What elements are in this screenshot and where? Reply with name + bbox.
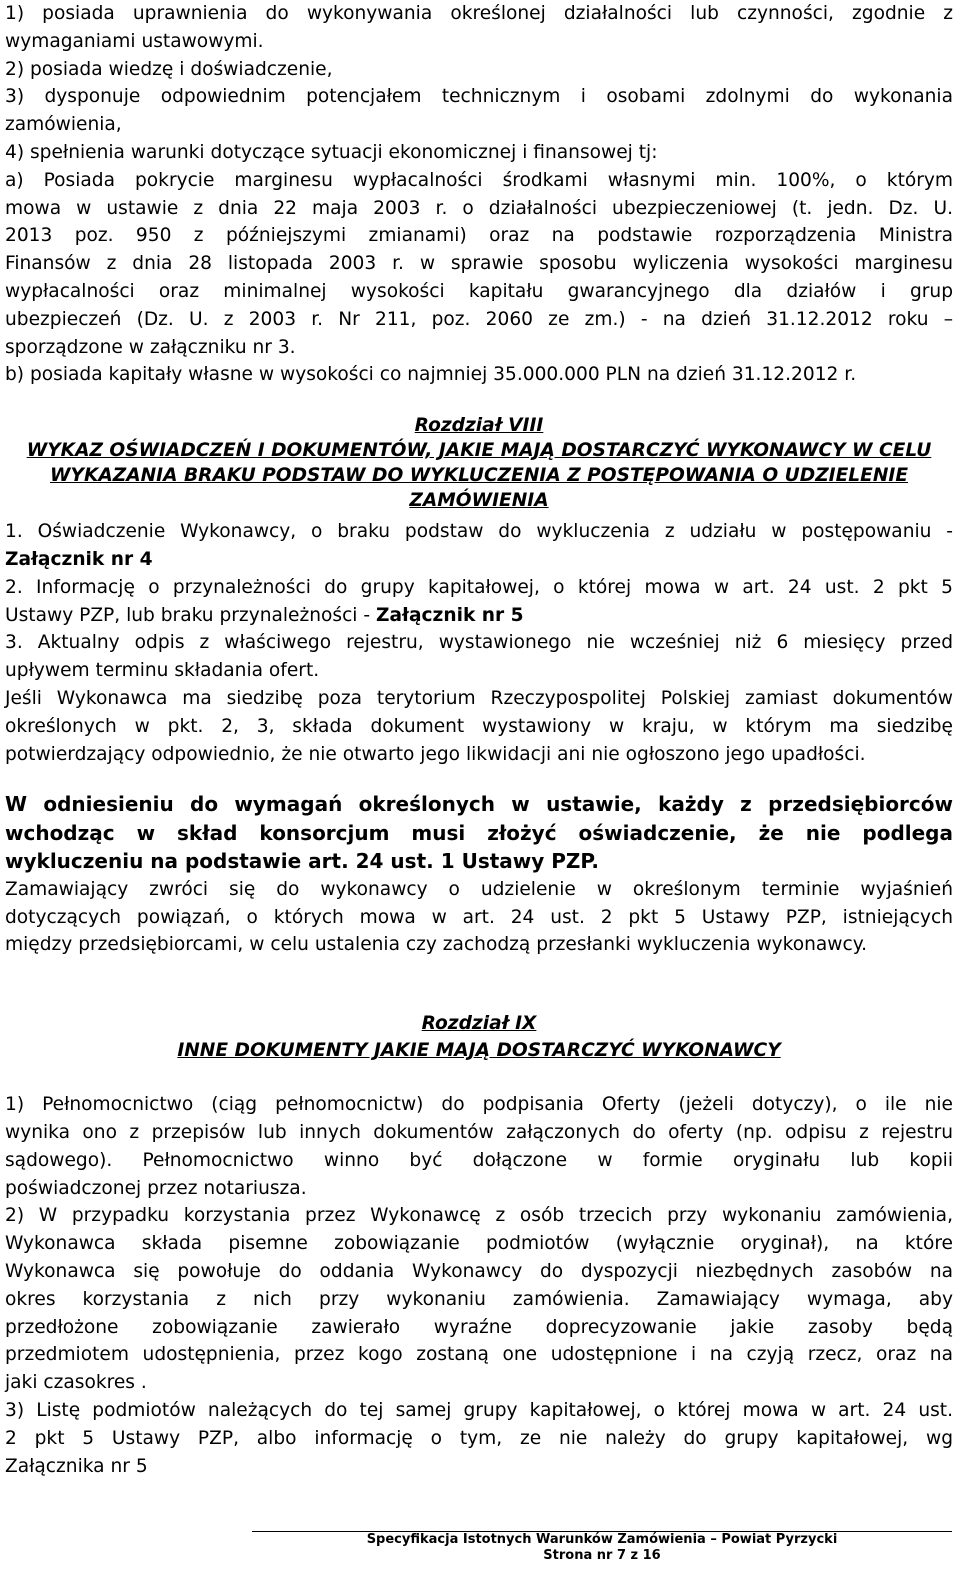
- condition-4a-line-6: ubezpieczeń (Dz. U. z 2003 r. Nr 211, poz. 2060 ze zm.) - na dzień 31.12.2012 roku –: [5, 308, 953, 330]
- page-footer: [252, 1531, 952, 1564]
- clarification-line-3: między przedsiębiorcami, w celu ustalenia czy zachodzą przesłanki wykluczenia wykonawcy.: [5, 934, 868, 956]
- item-2-line-1: 2. Informację o przynależności do grupy kapitałowej, o której mowa w art. 24 ust. 2 pkt 5: [5, 576, 953, 598]
- condition-1-line-2: wymaganiami ustawowymi.: [5, 30, 264, 52]
- item-1-line-1: 1. Oświadczenie Wykonawcy, o braku podstaw do wykluczenia z udziału w postępowaniu -: [5, 521, 953, 543]
- ix-item-1-line-3: sądowego). Pełnomocnictwo winno być dołączone w formie oryginału lub kopii: [5, 1149, 953, 1171]
- ix-item-1-line-4: poświadczonej przez notariusza.: [5, 1177, 307, 1199]
- clarification-line-2: dotyczących powiązań, o których mowa w art. 24 ust. 2 pkt 5 Ustawy PZP, istniejących: [5, 906, 953, 928]
- consortium-line-3: wykluczeniu na podstawie art. 24 ust. 1 Ustawy PZP.: [5, 849, 599, 874]
- ix-item-2-line-4: okres korzystania z nich przy wykonaniu zamówienia. Zamawiający wymaga, aby: [5, 1288, 953, 1310]
- chapter-9-heading: INNE DOKUMENTY JAKIE MAJĄ DOSTARCZYĆ WYKONAWCY: [177, 1040, 781, 1062]
- item-2-line-2-text: Ustawy PZP, lub braku przynależności -: [5, 604, 377, 626]
- condition-4a-line-2: mowa w ustawie z dnia 22 maja 2003 r. o działalności ubezpieczeniowej (t. jedn. Dz. U.: [5, 197, 953, 219]
- condition-4b: b) posiada kapitały własne w wysokości co najmniej 35.000.000 PLN na dzień 31.12.2012 r.: [5, 364, 857, 386]
- ix-item-3-line-1: 3) Listę podmiotów należących do tej samej grupy kapitałowej, o której mowa w art. 24 ust.: [5, 1399, 953, 1421]
- condition-4a-line-4: Finansów z dnia 28 listopada 2003 r. w sprawie sposobu wyliczenia wysokości marginesu: [5, 253, 953, 275]
- chapter-8-heading-line-3: ZAMÓWIENIA: [409, 490, 549, 512]
- ix-item-1-line-1: 1) Pełnomocnictwo (ciąg pełnomocnictw) do podpisania Oferty (jeżeli dotyczy), o ile nie: [5, 1094, 953, 1116]
- chapter-8-heading-line-2: WYKAZANIA BRAKU PODSTAW DO WYKLUCZENIA Z POSTĘPOWANIA O UDZIELENIE: [49, 465, 909, 487]
- condition-4a-line-5: wypłacalności oraz minimalnej wysokości kapitału gwarancyjnego dla działów i grup: [5, 280, 953, 302]
- condition-3-line-2: zamówienia,: [5, 114, 122, 136]
- item-3-line-1: 3. Aktualny odpis z właściwego rejestru, wystawionego nie wcześniej niż 6 miesięcy przed: [5, 632, 953, 654]
- foreign-line-3: potwierdzający odpowiednio, że nie otwarto jego likwidacji ani nie ogłoszono jego upadłości.: [5, 743, 866, 765]
- foreign-line-1: Jeśli Wykonawca ma siedzibę poza terytorium Rzeczypospolitej Polskiej zamiast dokumentów: [5, 687, 953, 709]
- document-page: [5, 0, 953, 1480]
- footer-page-number: Strona nr 7 z 16: [543, 1548, 661, 1563]
- consortium-line-1: W odniesieniu do wymagań określonych w ustawie, każdy z przedsiębiorców: [5, 792, 953, 817]
- condition-4a-line-7: sporządzone w załączniku nr 3.: [5, 336, 296, 358]
- chapter-9-title: Rozdział IX: [421, 1013, 537, 1035]
- ix-item-2-line-1: 2) W przypadku korzystania przez Wykonawcę z osób trzecich przy wykonaniu zamówienia,: [5, 1205, 953, 1227]
- ix-item-2-line-6: przedmiotem udostępnienia, przez kogo zostaną one udostępnione i na czyją rzecz, oraz na: [5, 1344, 953, 1366]
- item-2-line-2: [5, 602, 953, 630]
- footer-title: Specyfikacja Istotnych Warunków Zamówienia – Powiat Pyrzycki: [366, 1532, 838, 1547]
- condition-4a-line-3: 2013 poz. 950 z późniejszymi zmianami) oraz na podstawie rozporządzenia Ministra: [5, 225, 953, 247]
- foreign-line-2: określonych w pkt. 2, 3, składa dokument wystawiony w kraju, w którym ma siedzibę: [5, 715, 953, 737]
- ix-item-2-line-7: jaki czasokres .: [5, 1372, 147, 1394]
- item-3-line-2: upływem terminu składania ofert.: [5, 660, 320, 682]
- chapter-8-items: [5, 518, 953, 768]
- chapter-8-title: Rozdział VIII: [414, 415, 544, 437]
- clarification-note: [5, 876, 953, 959]
- condition-2: 2) posiada wiedzę i doświadczenie,: [5, 58, 333, 80]
- condition-4: 4) spełnienia warunki dotyczące sytuacji ekonomicznej i finansowej tj:: [5, 141, 658, 163]
- chapter-8-heading-line-1: WYKAZ OŚWIADCZEŃ I DOKUMENTÓW, JAKIE MAJĄ DOSTARCZYĆ WYKONAWCY W CELU: [26, 440, 932, 462]
- chapter-9-items: [5, 1091, 953, 1480]
- ix-item-3-line-3: Załącznika nr 5: [5, 1455, 148, 1477]
- item-1-attachment: Załącznik nr 4: [5, 548, 153, 570]
- chapter-9: [5, 1011, 953, 1480]
- ix-item-3-line-2: 2 pkt 5 Ustawy PZP, albo informację o tym, ze nie należy do grupy kapitałowej, wg: [5, 1427, 953, 1449]
- clarification-line-1: Zamawiający zwróci się do wykonawcy o udzielenie w określonym terminie wyjaśnień: [5, 878, 953, 900]
- chapter-8: [5, 413, 953, 959]
- ix-item-2-line-3: Wykonawca się powołuje do oddania Wykonawcy do dyspozycji niezbędnych zasobów na: [5, 1261, 953, 1282]
- condition-1-line-1: 1) posiada uprawnienia do wykonywania określonej działalności lub czynności, zgodnie z: [5, 3, 953, 24]
- ix-item-1-line-2: wynika ono z przepisów lub innych dokumentów załączonych do oferty (np. odpisu z rejestru: [5, 1122, 953, 1144]
- conditions-list: [5, 0, 953, 389]
- ix-item-2-line-2: Wykonawca składa pisemne zobowiązanie podmiotów (wyłącznie oryginał), na które: [5, 1233, 953, 1255]
- item-2-attachment: Załącznik nr 5: [376, 604, 524, 626]
- condition-4a-line-1: a) Posiada pokrycie marginesu wypłacalności środkami własnymi min. 100%, o którym: [5, 169, 953, 191]
- ix-item-2-line-5: przedłożone zobowiązanie zawierało wyraźne doprecyzowanie jakie zasoby będą: [5, 1316, 953, 1338]
- consortium-note: [5, 790, 953, 876]
- condition-3-line-1: 3) dysponuje odpowiednim potencjałem technicznym i osobami zdolnymi do wykonania: [5, 86, 953, 108]
- consortium-line-2: wchodząc w skład konsorcjum musi złożyć oświadczenie, że nie podlega: [5, 820, 953, 845]
